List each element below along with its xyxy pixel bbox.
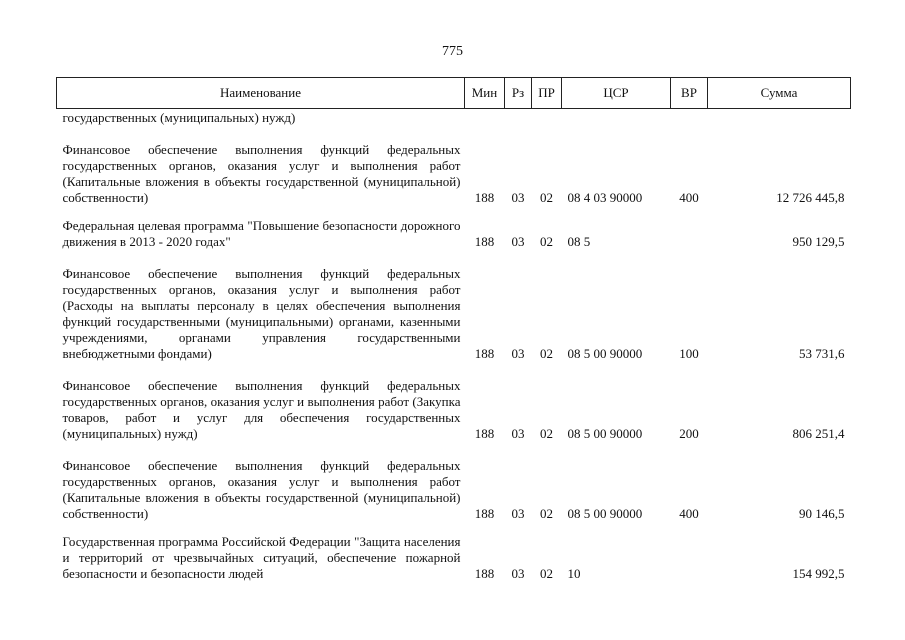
table-row (57, 266, 851, 362)
row-rz: 03 (511, 346, 525, 361)
row-vr: 100 (679, 346, 699, 361)
row-pr: 02 (540, 234, 553, 249)
table-row (57, 218, 851, 250)
budget-table (56, 77, 851, 582)
row-csr: 08 4 03 90000 (567, 190, 643, 205)
row-rz: 03 (511, 566, 525, 581)
row-csr: 10 (567, 566, 581, 581)
row-rz: 03 (511, 426, 525, 441)
row-vr (671, 218, 708, 250)
table-row (57, 534, 851, 582)
row-pr: 02 (540, 346, 553, 361)
row-rz: 03 (511, 190, 525, 205)
row-name: Государственная программа Российской Федерации "Защита населения и территорий от чрезвычайных ситуаций, обеспечение пожарной безопасности и безопасности людей (62, 534, 461, 581)
row-csr: 08 5 00 90000 (567, 506, 643, 521)
row-sum: 53 731,6 (799, 346, 845, 361)
row-csr: 08 5 (567, 234, 591, 249)
table-row-continuation (57, 109, 851, 127)
header-name: Наименование (57, 78, 465, 109)
row-name: Финансовое обеспечение выполнения функций федеральных государственных органов, оказания услуг и выполнения работ (Расходы на выплаты персоналу в целях обеспечения выполнения функций государственными (муниципальными) органами, казенными учреждениями, органами управления государственными внебюджетными фондами) (62, 266, 461, 361)
row-csr: 08 5 00 90000 (567, 426, 643, 441)
header-sum: Сумма (708, 78, 851, 109)
row-name: Финансовое обеспечение выполнения функций федеральных государственных органов, оказания услуг и выполнения работ (Закупка товаров, работ и услуг для обеспечения государственных (муниципальных) нужд) (62, 378, 461, 441)
row-min: 188 (474, 190, 495, 205)
header-csr: ЦСР (562, 78, 671, 109)
row-vr: 400 (679, 506, 699, 521)
row-min: 188 (474, 346, 495, 361)
row-rz: 03 (511, 234, 525, 249)
row-sum: 806 251,4 (792, 426, 845, 441)
row-sum: 154 992,5 (792, 566, 845, 581)
row-min: 188 (474, 566, 495, 581)
row-pr: 02 (540, 426, 553, 441)
table-row (57, 458, 851, 522)
row-sum: 12 726 445,8 (776, 190, 845, 205)
row-pr: 02 (540, 506, 553, 521)
row-pr: 02 (540, 190, 553, 205)
header-pr: ПР (532, 78, 562, 109)
table-header (57, 78, 851, 109)
header-rz: Рз (505, 78, 532, 109)
page-number: 775 (442, 44, 463, 59)
table-row (57, 378, 851, 442)
row-rz: 03 (511, 506, 525, 521)
table-row (57, 142, 851, 206)
row-name: Финансовое обеспечение выполнения функций федеральных государственных органов, оказания услуг и выполнения работ (Капитальные вложения в объекты государственной (муниципальной) собственности) (62, 458, 461, 521)
row-vr (671, 534, 708, 582)
row-vr: 400 (679, 190, 699, 205)
row-name: Финансовое обеспечение выполнения функций федеральных государственных органов, оказания услуг и выполнения работ (Капитальные вложения в объекты государственной (муниципальной) собственности) (62, 142, 461, 205)
header-vr: ВР (671, 78, 708, 109)
header-min: Мин (465, 78, 505, 109)
row-csr: 08 5 00 90000 (567, 346, 643, 361)
continuation-text: государственных (муниципальных) нужд) (62, 110, 296, 125)
row-pr: 02 (540, 566, 553, 581)
row-sum: 950 129,5 (792, 234, 845, 249)
row-sum: 90 146,5 (799, 506, 845, 521)
row-name: Федеральная целевая программа "Повышение безопасности дорожного движения в 2013 - 2020 годах" (62, 218, 461, 249)
row-min: 188 (474, 426, 495, 441)
row-min: 188 (474, 234, 495, 249)
row-vr: 200 (679, 426, 699, 441)
row-min: 188 (474, 506, 495, 521)
